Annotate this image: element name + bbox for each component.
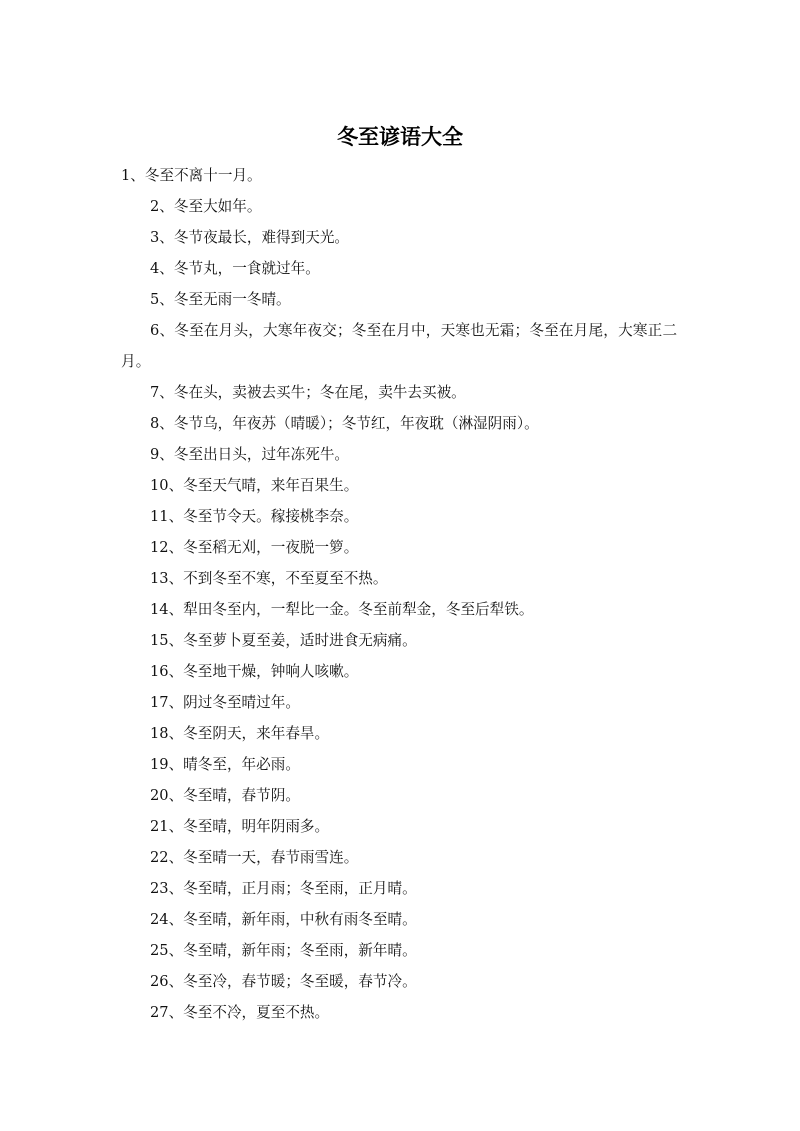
list-item: 17、阴过冬至晴过年。 — [150, 694, 300, 711]
list-item: 19、晴冬至，年必雨。 — [150, 756, 300, 773]
proverb-list — [121, 160, 681, 1028]
list-item: 26、冬至冷，春节暖；冬至暖，春节冷。 — [150, 973, 417, 990]
list-item: 15、冬至萝卜夏至姜，适时进食无病痛。 — [150, 632, 417, 649]
list-item: 13、不到冬至不寒，不至夏至不热。 — [150, 570, 388, 587]
list-item: 12、冬至稻无刈，一夜脱一箩。 — [150, 539, 359, 556]
list-item: 6、冬至在月头，大寒年夜交；冬至在月中，天寒也无霜；冬至在月尾，大寒正二月。 — [121, 322, 678, 370]
list-item: 5、冬至无雨一冬晴。 — [150, 291, 291, 308]
list-item: 4、冬节丸，一食就过年。 — [150, 260, 320, 277]
list-item: 20、冬至晴，春节阴。 — [150, 787, 300, 804]
list-item: 23、冬至晴，正月雨；冬至雨，正月晴。 — [150, 880, 417, 897]
list-item: 27、冬至不冷，夏至不热。 — [150, 1004, 330, 1021]
list-item: 9、冬至出日头，过年冻死牛。 — [150, 446, 350, 463]
list-item: 25、冬至晴，新年雨；冬至雨，新年晴。 — [150, 942, 417, 959]
list-item: 2、冬至大如年。 — [150, 198, 262, 215]
list-item: 7、冬在头，卖被去买牛；冬在尾，卖牛去买被。 — [150, 384, 466, 401]
list-item: 14、犁田冬至内，一犁比一金。冬至前犁金，冬至后犁铁。 — [150, 601, 534, 618]
list-item: 18、冬至阴天，来年春旱。 — [150, 725, 330, 742]
list-item: 21、冬至晴，明年阴雨多。 — [150, 818, 330, 835]
list-item: 16、冬至地干燥，钟响人咳嗽。 — [150, 663, 359, 680]
list-item: 22、冬至晴一天，春节雨雪连。 — [150, 849, 359, 866]
list-item: 8、冬节乌，年夜苏（晴暖）；冬节红，年夜耽（淋湿阴雨）。 — [150, 415, 539, 432]
list-item: 24、冬至晴，新年雨，中秋有雨冬至晴。 — [150, 911, 417, 928]
document-title: 冬至谚语大全 — [337, 125, 463, 149]
list-item: 1、冬至不离十一月。 — [121, 167, 262, 184]
list-item: 11、冬至节令天。稼接桃李奈。 — [150, 508, 359, 525]
list-item: 10、冬至天气晴，来年百果生。 — [150, 477, 359, 494]
list-item: 3、冬节夜最长，难得到天光。 — [150, 229, 350, 246]
